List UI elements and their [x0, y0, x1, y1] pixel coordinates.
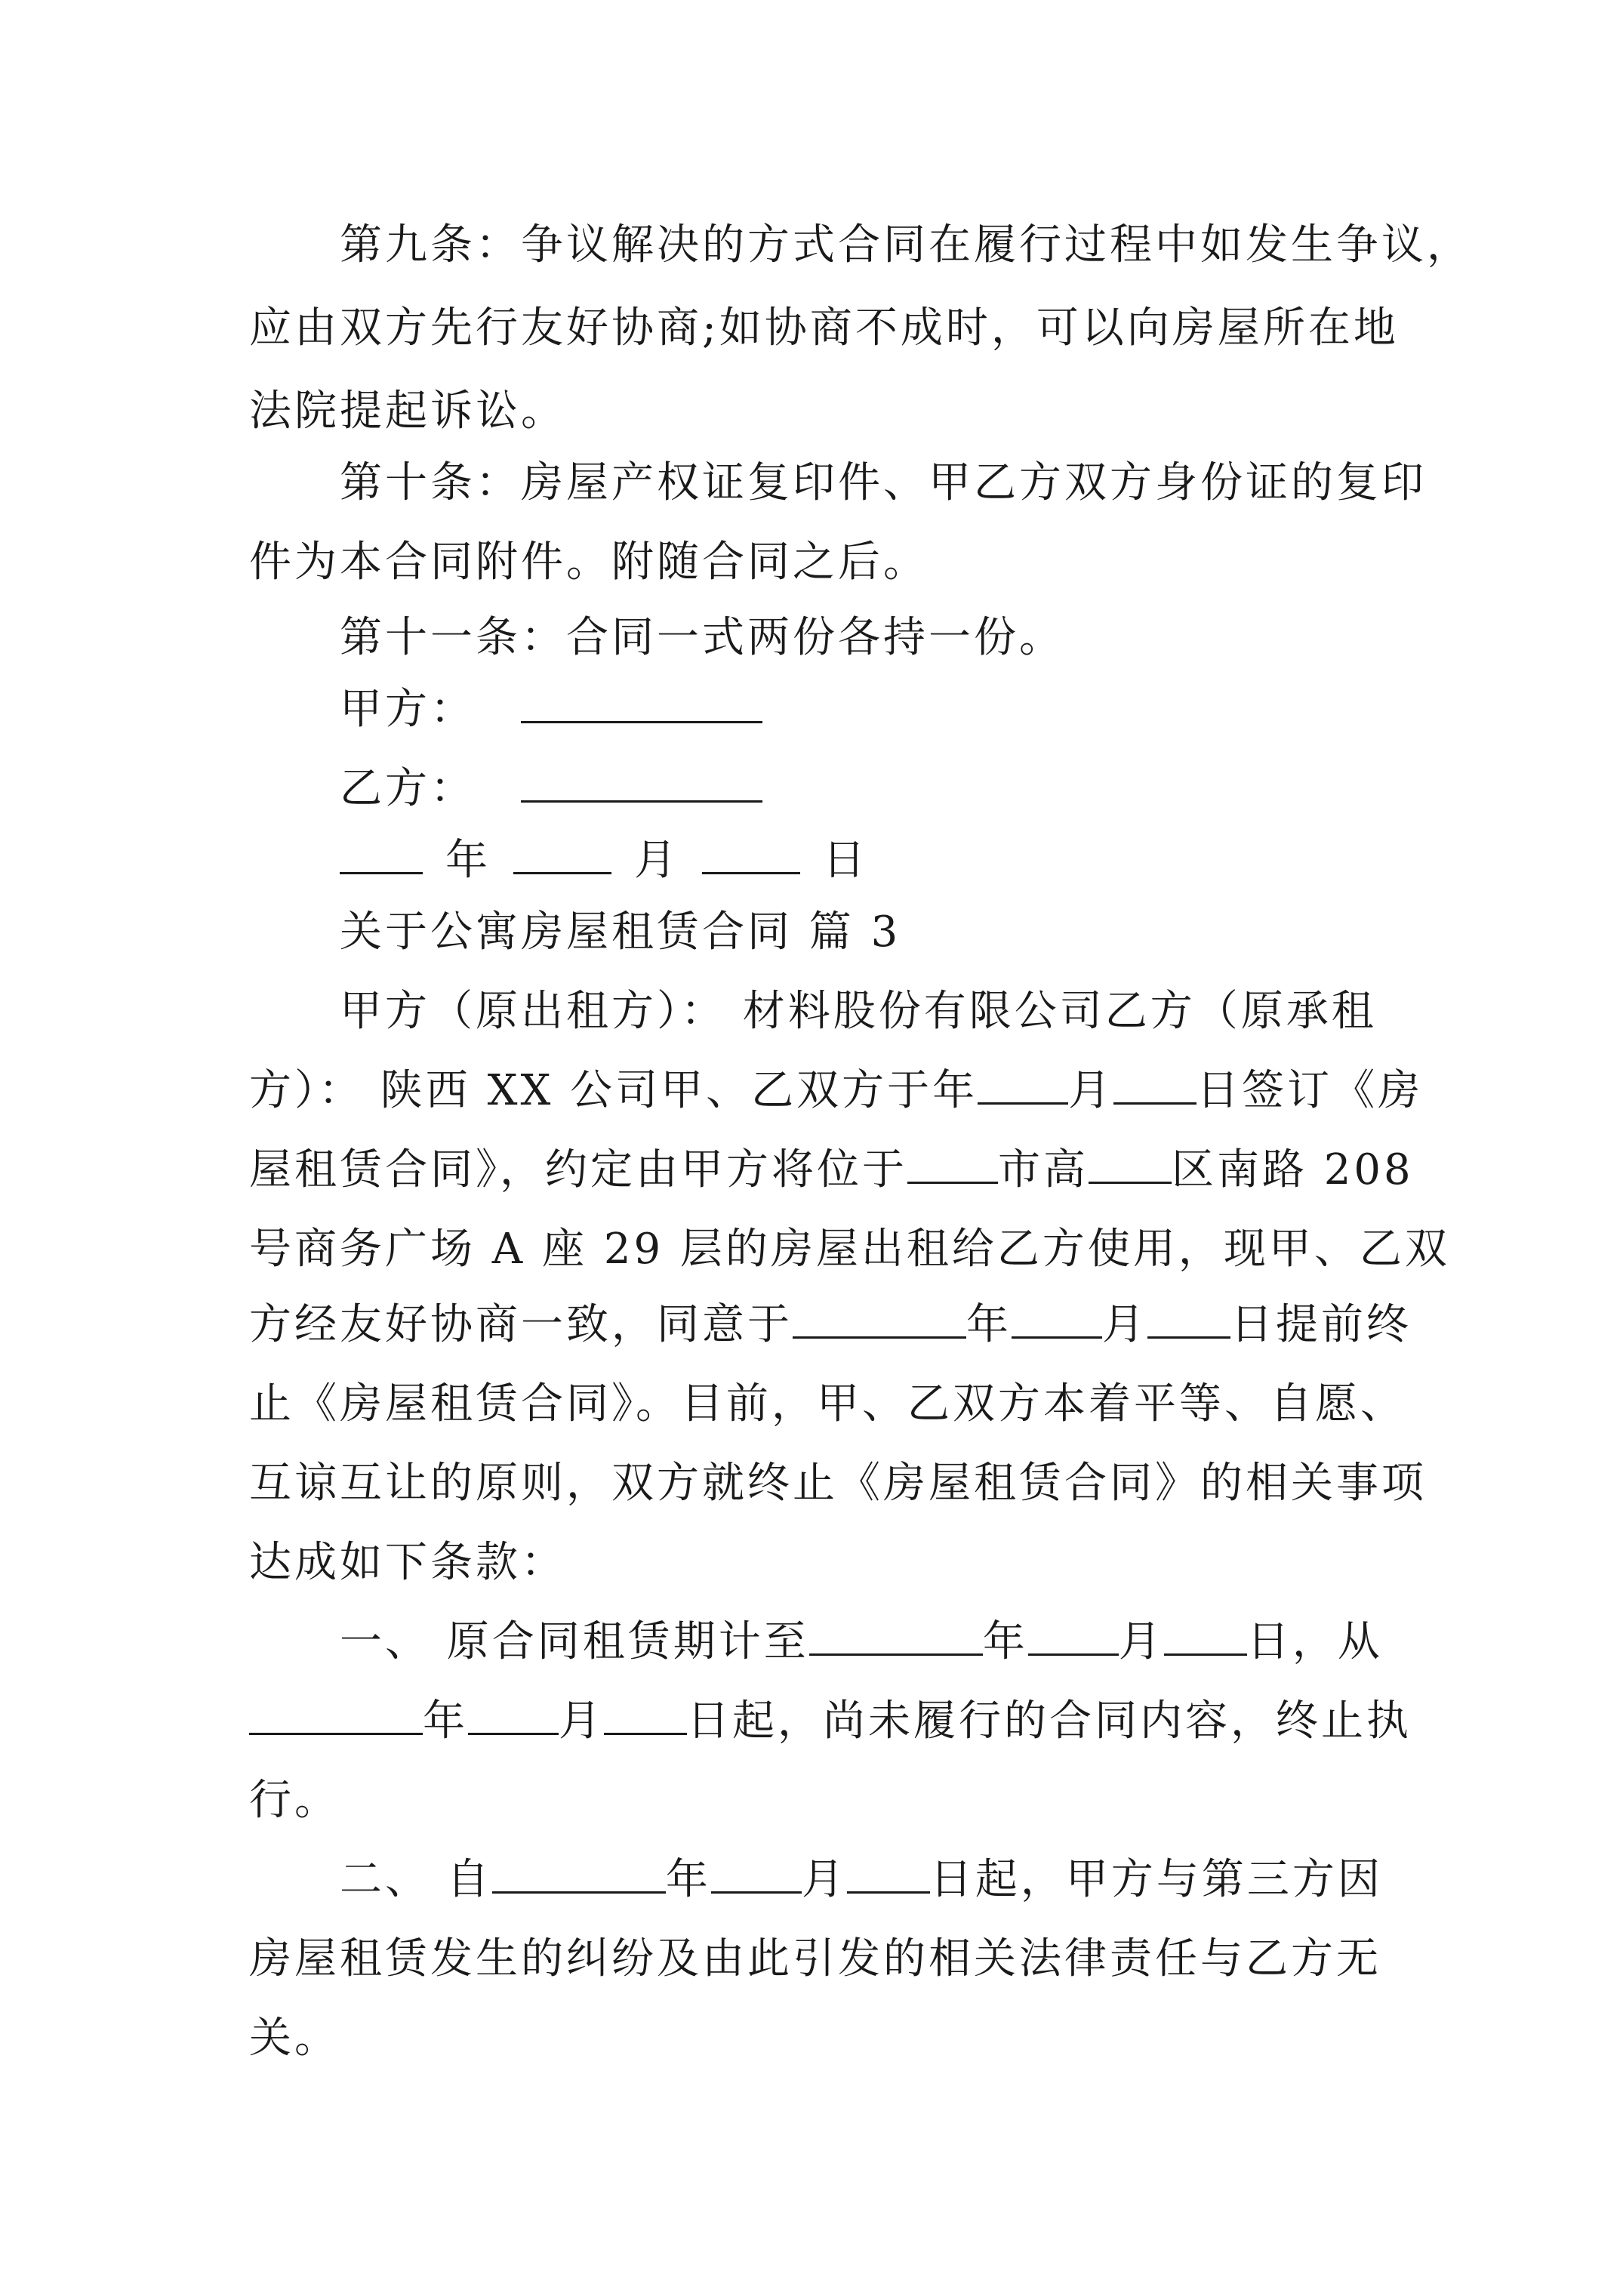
- text: 月: [1102, 1300, 1147, 1349]
- text: 年: [982, 1617, 1028, 1666]
- blank: [604, 1695, 687, 1735]
- text: 屋租赁合同》，约定由甲方将位于: [249, 1145, 907, 1194]
- year-blank: [340, 834, 423, 874]
- text: 日起，甲方与第三方因: [929, 1855, 1383, 1904]
- text: 月: [1118, 1617, 1164, 1666]
- parties-line-3: [249, 1144, 1414, 1197]
- text: 月: [559, 1697, 604, 1746]
- section-title: [340, 906, 1487, 959]
- clause-2-line-3: [249, 2012, 1397, 2065]
- text: 达成如下条款：: [249, 1538, 566, 1587]
- blank: [468, 1695, 559, 1735]
- text: 甲方（原出租方）： 材料股份有限公司乙方（原承租: [340, 987, 1377, 1036]
- year-label: 年: [445, 836, 491, 885]
- blank: [1147, 1299, 1230, 1339]
- text: 年: [665, 1855, 711, 1904]
- text: 一、 原合同租赁期计至: [340, 1617, 809, 1666]
- party-b-blank: [521, 763, 762, 803]
- parties-line-7: [249, 1457, 1427, 1510]
- blank: [1113, 1065, 1196, 1105]
- parties-line-2: [249, 1065, 1424, 1117]
- article-9-line-3: [249, 385, 1397, 438]
- month-label: 月: [634, 836, 679, 885]
- article-9-line-2: [249, 302, 1397, 355]
- text: 二、 自: [340, 1855, 492, 1904]
- article-9-line-1: [340, 219, 1487, 272]
- text: 日，从: [1246, 1617, 1383, 1666]
- text: 月: [1068, 1066, 1114, 1115]
- parties-line-6: [249, 1378, 1406, 1431]
- text: 法院提起诉讼。: [249, 387, 566, 436]
- text: 房屋租赁发生的纠纷及由此引发的相关法律责任与乙方无: [249, 1934, 1381, 1983]
- blank: [492, 1854, 666, 1894]
- date-line: [340, 834, 1487, 887]
- text: 日起，尚未履行的合同内容，终止执: [687, 1697, 1412, 1746]
- clause-2-line-1: [340, 1854, 1487, 1906]
- parties-line-4: [249, 1223, 1450, 1276]
- day-blank: [702, 834, 800, 874]
- clause-1-line-2: [249, 1695, 1412, 1748]
- article-11-line: [340, 612, 1487, 664]
- text: 日签订《房: [1196, 1066, 1424, 1115]
- text: 年: [423, 1697, 468, 1746]
- text: 关于公寓房屋租赁合同 篇 3: [340, 908, 901, 957]
- blank: [907, 1144, 998, 1184]
- text: 市高: [998, 1145, 1089, 1194]
- clause-1-line-3: [249, 1774, 1397, 1827]
- blank: [793, 1299, 966, 1339]
- text: 年: [966, 1300, 1012, 1349]
- text: 行。: [249, 1776, 340, 1825]
- blank: [847, 1854, 930, 1894]
- blank: [978, 1065, 1068, 1105]
- party-b-signature-line: [340, 763, 1487, 815]
- party-a-blank: [521, 683, 762, 723]
- day-label: 日: [823, 836, 868, 885]
- parties-line-5: [249, 1299, 1412, 1351]
- party-a-label: 甲方：: [340, 685, 476, 734]
- blank: [1089, 1144, 1172, 1184]
- text: 止《房屋租赁合同》。目前，甲、乙双方本着平等、自愿、: [249, 1379, 1406, 1428]
- text: 日提前终: [1230, 1300, 1412, 1349]
- text: 号商务广场 A 座 29 层的房屋出租给乙方使用，现甲、乙双: [249, 1225, 1450, 1274]
- party-a-signature-line: [340, 683, 1487, 736]
- parties-line-8: [249, 1536, 1397, 1589]
- parties-line-1: [340, 985, 1487, 1038]
- blank: [249, 1695, 423, 1735]
- text: 区南路 208: [1172, 1145, 1414, 1194]
- blank: [1028, 1616, 1119, 1656]
- text: 月: [801, 1855, 847, 1904]
- blank: [711, 1854, 802, 1894]
- month-blank: [513, 834, 611, 874]
- party-b-label: 乙方：: [340, 764, 476, 813]
- text: 关。: [249, 2014, 340, 2063]
- text: 互谅互让的原则，双方就终止《房屋租赁合同》的相关事项: [249, 1459, 1427, 1508]
- text: 件为本合同附件。附随合同之后。: [249, 538, 929, 587]
- text: 第十一条：合同一式两份各持一份。: [340, 613, 1064, 662]
- article-10-line-2: [249, 536, 1397, 589]
- blank: [1164, 1616, 1247, 1656]
- clause-2-line-2: [249, 1933, 1397, 1986]
- blank: [809, 1616, 983, 1656]
- article-10-line-1: [340, 457, 1487, 510]
- clause-1-line-1: [340, 1616, 1487, 1669]
- text: 第九条：争议解决的方式合同在履行过程中如发生争议，: [340, 220, 1472, 270]
- text: 方经友好协商一致，同意于: [249, 1300, 793, 1349]
- text: 方）： 陕西 XX 公司甲、乙双方于年: [249, 1066, 978, 1115]
- blank: [1012, 1299, 1102, 1339]
- text: 应由双方先行友好协商;如协商不成时，可以向房屋所在地: [249, 304, 1399, 353]
- text: 第十条：房屋产权证复印件、甲乙方双方身份证的复印: [340, 458, 1427, 507]
